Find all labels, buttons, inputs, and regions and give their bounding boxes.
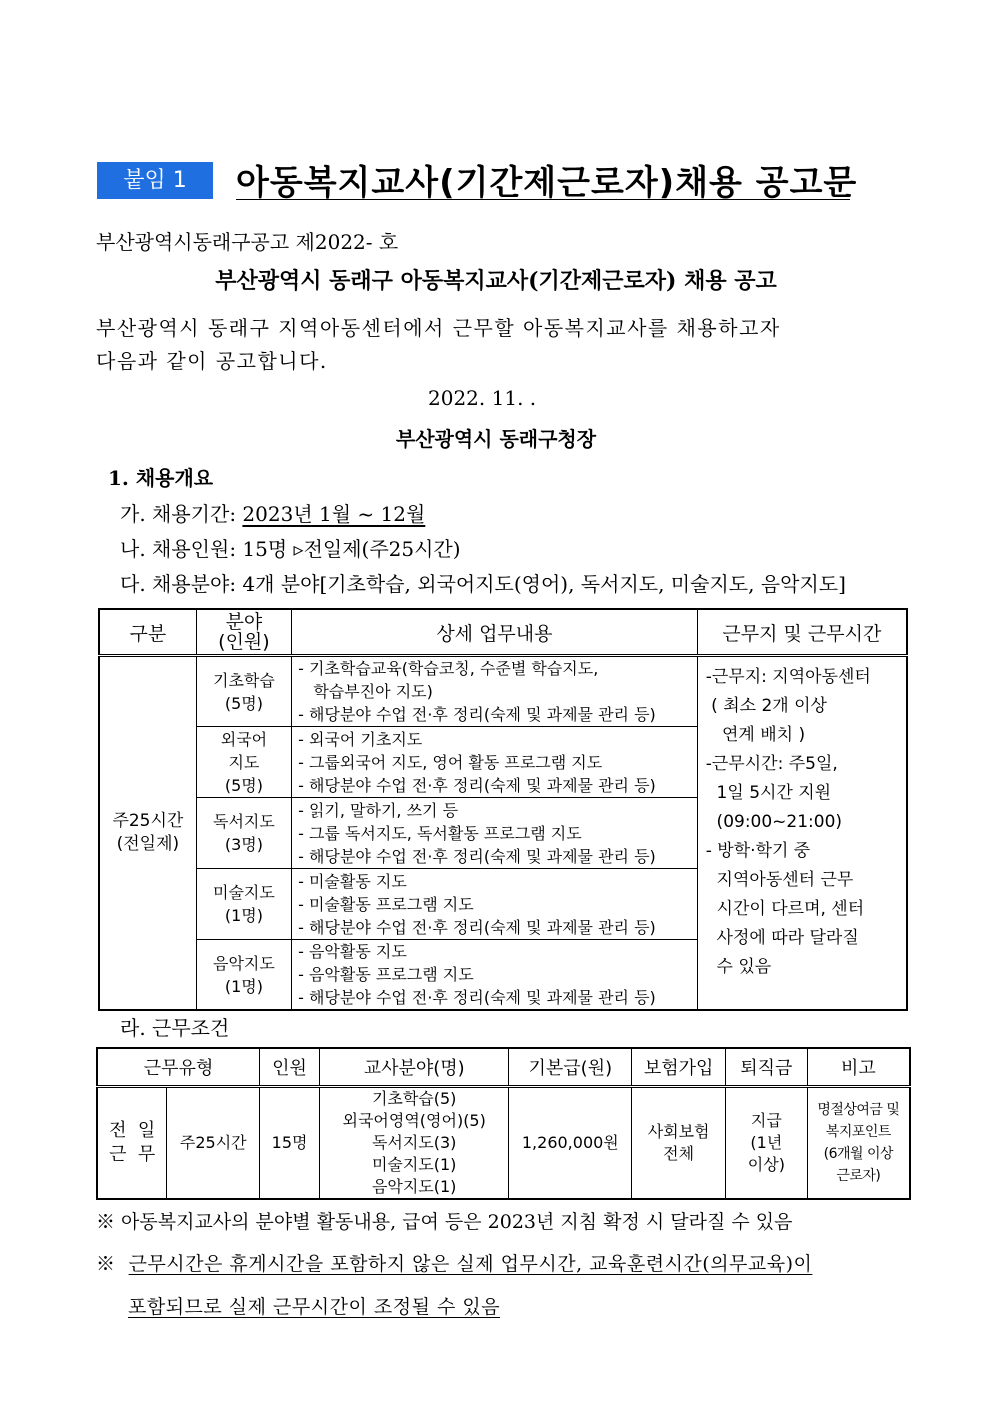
task-line: - 읽기, 말하기, 쓰기 등 <box>298 800 459 820</box>
item-ga <box>120 498 425 527</box>
note-2-line2: 포함되므로 실제 근무시간이 조정될 수 있음 <box>128 1296 501 1318</box>
header-teacher-field: 교사분야(명) <box>319 1048 508 1087</box>
header-count: 인원 <box>260 1048 320 1087</box>
task-line: 학습부진아 지도) <box>298 682 433 701</box>
location-line: - 방학·학기 중 <box>705 841 811 861</box>
title-underline <box>236 199 850 200</box>
field-line: 독서지도 <box>213 812 275 831</box>
task-line: - 해당분야 수업 전·후 정리(숙제 및 과제물 관리 등) <box>298 705 656 724</box>
task-line: - 해당분야 수업 전·후 정리(숙제 및 과제물 관리 등) <box>298 775 656 795</box>
task-line: - 기초학습교육(학습코칭, 수준별 학습지도, <box>298 659 599 678</box>
note-2 <box>96 1249 812 1276</box>
location-line: 시간이 다르며, 센터 <box>705 899 865 919</box>
location-cell <box>697 656 907 1011</box>
field-line: (1명) <box>224 976 263 996</box>
insurance-line: 사회보험 <box>647 1122 710 1141</box>
note-2-line1: 근무시간은 휴게시간을 포함하지 않은 실제 업무시간, 교육훈련시간(의무교육)이 <box>128 1253 813 1275</box>
task-line: - 그룹 독서지도, 독서활동 프로그램 지도 <box>298 823 582 843</box>
field-line: (5명) <box>224 693 263 713</box>
field-cell <box>196 798 291 869</box>
severance-line: 지급 <box>750 1111 782 1130</box>
item-ra: 라. 근무조건 <box>120 1016 230 1040</box>
remark-line: 복지포인트 <box>825 1124 891 1140</box>
hours-cell: 주25시간 <box>167 1087 260 1200</box>
remark-line: 근로자) <box>836 1168 881 1184</box>
field-item: 기초학습(5) <box>371 1089 457 1108</box>
task-line: - 해당분야 수업 전·후 정리(숙제 및 과제물 관리 등) <box>298 917 656 937</box>
group-line1: 주25시간 <box>112 811 184 831</box>
count-cell: 15명 <box>260 1087 320 1200</box>
task-line: - 음악활동 프로그램 지도 <box>298 965 474 984</box>
field-line: 외국어 <box>220 729 268 749</box>
field-cell <box>196 940 291 1011</box>
field-item: 미술지도(1) <box>371 1155 457 1174</box>
remark-line: (6개월 이상 <box>823 1146 894 1162</box>
field-line: (1명) <box>224 906 263 925</box>
task-line: - 외국어 기초지도 <box>298 729 423 749</box>
field-item: 음악지도(1) <box>371 1177 457 1196</box>
location-line: 수 있음 <box>705 957 772 977</box>
notice-title: 부산광역시 동래구 아동복지교사(기간제근로자) 채용 공고 <box>215 268 777 294</box>
task-cell <box>292 656 698 727</box>
task-cell <box>292 798 698 869</box>
header-field <box>196 609 291 656</box>
item-ga-value: 2023년 1월 ~ 12월 <box>242 502 426 526</box>
field-line: (3명) <box>224 835 263 854</box>
location-line: ( 최소 2개 이상 <box>705 696 827 716</box>
task-cell <box>292 940 698 1011</box>
intro-line-1: 부산광역시 동래구 지역아동센터에서 근무할 아동복지교사를 채용하고자 <box>96 316 781 340</box>
header-field-line2: (인원) <box>218 631 270 653</box>
location-line: 사정에 따라 달라질 <box>705 928 859 948</box>
task-line: - 미술활동 프로그램 지도 <box>298 894 474 914</box>
header-detail: 상세 업무내용 <box>292 609 698 656</box>
item-na: 나. 채용인원: 15명 ▹전일제(주25시간) <box>120 537 461 561</box>
task-cell <box>292 869 698 940</box>
field-item: 외국어영역(영어)(5) <box>342 1111 486 1130</box>
page-title: 아동복지교사(기간제근로자)채용 공고문 <box>236 163 858 203</box>
attachment-badge: 붙임 1 <box>97 162 213 199</box>
intro-line-2: 다음과 같이 공고합니다. <box>96 349 328 373</box>
field-line: 기초학습 <box>213 670 275 690</box>
remark-cell <box>807 1087 910 1200</box>
location-line: -근무시간: 주5일, <box>705 754 838 774</box>
task-line: - 그룹외국어 지도, 영어 활동 프로그램 지도 <box>298 752 603 772</box>
header-severance: 퇴직금 <box>725 1048 807 1087</box>
fields-cell <box>319 1087 508 1200</box>
field-item: 독서지도(3) <box>371 1133 457 1152</box>
task-line: - 해당분야 수업 전·후 정리(숙제 및 과제물 관리 등) <box>298 846 656 866</box>
severance-line: (1년 <box>750 1133 783 1152</box>
remark-line: 명절상여금 및 <box>817 1102 900 1118</box>
task-line: - 미술활동 지도 <box>298 871 407 891</box>
header-work-type: 근무유형 <box>97 1048 260 1087</box>
location-line: (09:00~21:00) <box>705 812 843 832</box>
task-cell <box>292 727 698 798</box>
field-cell <box>196 869 291 940</box>
notice-date: 2022. 11. . <box>428 386 537 410</box>
field-cell <box>196 656 291 727</box>
item-ga-label: 가. 채용기간: <box>120 502 243 526</box>
location-line: 연계 배치 ) <box>705 725 806 745</box>
recruitment-field-table <box>98 608 908 1011</box>
location-line: -근무지: 지역아동센터 <box>705 667 871 687</box>
section-heading: 1. 채용개요 <box>108 466 214 490</box>
issuer: 부산광역시 동래구청장 <box>395 427 597 451</box>
insurance-cell <box>632 1087 726 1200</box>
location-line: 지역아동센터 근무 <box>705 870 854 890</box>
work-type-line2: 근 무 <box>109 1144 156 1165</box>
insurance-line: 전체 <box>663 1144 695 1163</box>
header-field-line1: 분야 <box>225 611 263 633</box>
location-line: 1일 5시간 지원 <box>705 783 832 803</box>
field-line: 지도 <box>228 752 260 772</box>
field-line: (5명) <box>224 775 263 795</box>
header-remark: 비고 <box>807 1048 910 1087</box>
work-type-cell <box>97 1087 167 1200</box>
note-2-mark: ※ <box>96 1253 129 1275</box>
task-line: - 음악활동 지도 <box>298 942 407 961</box>
field-line: 음악지도 <box>213 953 275 973</box>
header-location: 근무지 및 근무시간 <box>697 609 907 656</box>
field-line: 미술지도 <box>213 883 275 902</box>
group-line2: (전일제) <box>116 834 180 854</box>
work-conditions-table <box>96 1047 911 1200</box>
item-da: 다. 채용분야: 4개 분야[기초학습, 외국어지도(영어), 독서지도, 미술지도, 음악지도] <box>120 572 846 596</box>
note-1: ※ 아동복지교사의 분야별 활동내용, 급여 등은 2023년 지침 확정 시 달라질 수 있음 <box>96 1211 793 1233</box>
task-line: - 해당분야 수업 전·후 정리(숙제 및 과제물 관리 등) <box>298 988 656 1007</box>
header-insurance: 보험가입 <box>632 1048 726 1087</box>
header-base-salary: 기본급(원) <box>509 1048 632 1087</box>
severance-cell <box>725 1087 807 1200</box>
work-type-line1: 전 일 <box>109 1120 156 1141</box>
notice-number: 부산광역시동래구공고 제2022- 호 <box>96 230 399 254</box>
header-gubun: 구분 <box>99 609 196 656</box>
field-cell <box>196 727 291 798</box>
salary-cell: 1,260,000원 <box>509 1087 632 1200</box>
group-cell <box>99 656 196 1011</box>
severance-line: 이상) <box>747 1155 785 1174</box>
